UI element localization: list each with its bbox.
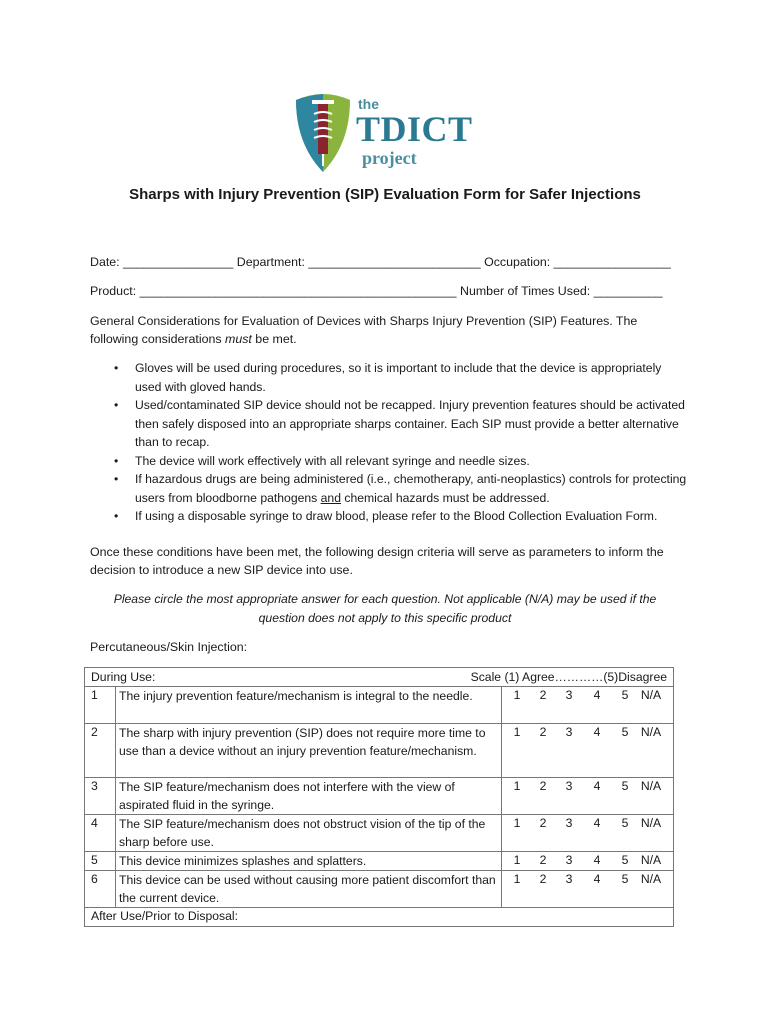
rating-option[interactable]: 1	[513, 725, 521, 739]
column-divider	[501, 815, 502, 851]
intro-text: General Considerations for Evaluation of Devices with Sharps Injury Prevention (SIP) Features. The following considerations	[90, 314, 638, 346]
table-row	[85, 814, 673, 851]
considerations-list	[90, 359, 690, 526]
logo-project-text: project	[362, 148, 417, 168]
list-item-text: If hazardous drugs are being administered (i.e., chemotherapy, anti-neoplastics) controls for protecting users from bloodborne pathogens	[135, 472, 687, 505]
table-row	[85, 870, 673, 907]
during-use-label: During Use:	[91, 670, 156, 684]
rating-option[interactable]: 5	[621, 779, 629, 793]
rating-option[interactable]: 1	[513, 872, 521, 886]
rating-option[interactable]: 4	[593, 853, 601, 867]
rating-option[interactable]: 2	[539, 779, 547, 793]
evaluation-table	[84, 667, 674, 927]
list-item: • If using a disposable syringe to draw blood, please refer to the Blood Collection Evaluation Form.	[90, 507, 690, 526]
question-text: The SIP feature/mechanism does not obstruct vision of the tip of the sharp before use.	[119, 817, 486, 849]
after-use-row	[85, 907, 673, 926]
rating-option[interactable]: 2	[539, 853, 547, 867]
question-text: The SIP feature/mechanism does not interfere with the view of aspirated fluid in the syringe.	[119, 780, 455, 812]
rating-option[interactable]: 5	[621, 872, 629, 886]
question-text: This device can be used without causing more patient discomfort than the current device.	[119, 873, 496, 905]
rating-option[interactable]: 3	[565, 725, 573, 739]
rating-option[interactable]: 4	[593, 872, 601, 886]
column-divider	[115, 778, 116, 814]
general-considerations-text	[90, 312, 680, 348]
rating-option[interactable]: 3	[565, 853, 573, 867]
rating-option[interactable]: 2	[539, 725, 547, 739]
rating-option[interactable]: 2	[539, 872, 547, 886]
question-number: 4	[91, 816, 98, 830]
list-item-text: chemical hazards must be addressed.	[340, 490, 550, 505]
rating-option[interactable]: 3	[565, 688, 573, 702]
column-divider	[501, 778, 502, 814]
rating-option[interactable]: N/A	[640, 779, 662, 793]
column-divider	[115, 815, 116, 851]
date-department-occupation-fields[interactable]: Date: ________________ Department: _________________________ Occupation: _________________	[90, 255, 671, 269]
rating-option[interactable]: 5	[621, 725, 629, 739]
rating-option[interactable]: N/A	[640, 872, 662, 886]
rating-option[interactable]: N/A	[640, 853, 662, 867]
conditions-text: Once these conditions have been met, the following design criteria will serve as parameters to inform the decision to introduce a new SIP device into use.	[90, 545, 664, 577]
shield-logo-icon	[292, 92, 354, 174]
column-divider	[501, 724, 502, 777]
column-divider	[501, 852, 502, 870]
column-divider	[501, 687, 502, 723]
product-times-used-fields[interactable]: Product: ______________________________________________ Number of Times Used: __________	[90, 284, 663, 298]
tdict-logo	[292, 92, 482, 174]
rating-option[interactable]: 1	[513, 853, 521, 867]
question-number: 2	[91, 725, 98, 739]
list-item	[90, 470, 690, 507]
rating-option[interactable]: 4	[593, 816, 601, 830]
column-divider	[115, 852, 116, 870]
intro-emphasis: must	[225, 332, 252, 346]
rating-option[interactable]: 5	[621, 853, 629, 867]
list-item: • Gloves will be used during procedures, so it is important to include that the device is appropriately used with gloved hands.	[90, 359, 690, 396]
column-divider	[115, 687, 116, 723]
column-divider	[115, 724, 116, 777]
question-text: The sharp with injury prevention (SIP) does not require more time to use than a device without an injury prevention feature/mechanism.	[119, 726, 486, 758]
table-row	[85, 723, 673, 777]
section-heading: Percutaneous/Skin Injection:	[90, 640, 248, 654]
question-text: This device minimizes splashes and splatters.	[119, 854, 367, 868]
underlined-word: and	[320, 490, 341, 505]
table-row	[85, 686, 673, 723]
question-number: 1	[91, 688, 98, 702]
rating-option[interactable]: 5	[621, 816, 629, 830]
rating-option[interactable]: 5	[621, 688, 629, 702]
after-use-label: After Use/Prior to Disposal:	[91, 909, 238, 923]
list-item: • The device will work effectively with all relevant syringe and needle sizes.	[90, 452, 690, 471]
intro-text-end: be met.	[251, 332, 297, 346]
column-divider	[115, 871, 116, 907]
table-row	[85, 777, 673, 814]
rating-option[interactable]: 3	[565, 816, 573, 830]
rating-option[interactable]: 1	[513, 688, 521, 702]
logo-tdict-text: TDICT	[356, 109, 473, 149]
rating-option[interactable]: 4	[593, 725, 601, 739]
rating-option[interactable]: 2	[539, 816, 547, 830]
rating-option[interactable]: 1	[513, 779, 521, 793]
rating-option[interactable]: N/A	[640, 725, 662, 739]
question-number: 3	[91, 779, 98, 793]
rating-option[interactable]: 4	[593, 688, 601, 702]
rating-option[interactable]: 4	[593, 779, 601, 793]
form-title: Sharps with Injury Prevention (SIP) Evaluation Form for Safer Injections	[129, 186, 641, 203]
scale-label: Scale (1) Agree…………(5)Disagree	[470, 670, 667, 684]
list-item: • Used/contaminated SIP device should not be recapped. Injury prevention features should be activated then safely disposed into an appropriate sharps container. Each SIP must provide a better alternative than to recap.	[90, 396, 690, 452]
question-number: 5	[91, 853, 98, 867]
column-divider	[501, 871, 502, 907]
instruction-text: Please circle the most appropriate answer for each question. Not applicable (N/A) may be used if the question does not apply to this specific product	[113, 592, 657, 625]
rating-option[interactable]: N/A	[640, 816, 662, 830]
rating-option[interactable]: 3	[565, 779, 573, 793]
rating-option[interactable]: 2	[539, 688, 547, 702]
table-row	[85, 851, 673, 870]
logo-the-text: the	[358, 96, 379, 112]
question-text: The injury prevention feature/mechanism is integral to the needle.	[119, 689, 473, 703]
rating-option[interactable]: N/A	[640, 688, 662, 702]
question-number: 6	[91, 872, 98, 886]
rating-option[interactable]: 1	[513, 816, 521, 830]
table-header	[85, 668, 673, 686]
rating-option[interactable]: 3	[565, 872, 573, 886]
